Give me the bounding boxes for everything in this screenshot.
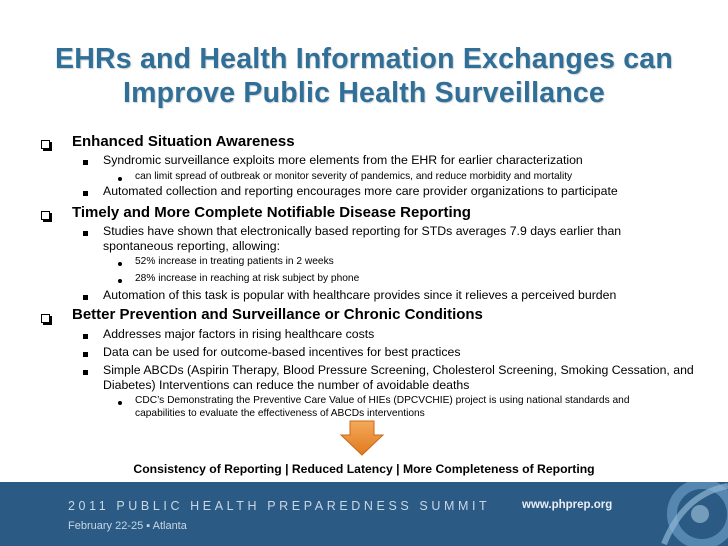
summit-date-location: February 22-25 ▪ Atlanta bbox=[68, 520, 187, 532]
bullet-healthcare-costs: Addresses major factors in rising healthcare costs bbox=[103, 327, 375, 341]
bullet-automation-popular: Automation of this task is popular with healthcare provides since it relieves a perceived burden bbox=[103, 288, 617, 302]
summit-logo-icon bbox=[644, 482, 728, 546]
box-bullet-icon bbox=[41, 211, 50, 220]
square-bullet-icon bbox=[83, 334, 88, 339]
square-bullet-icon bbox=[83, 370, 88, 375]
website-link[interactable]: www.phprep.org bbox=[522, 499, 613, 511]
bullet-simple-abcds-continued: Diabetes) Interventions can reduce the number of avoidable deaths bbox=[103, 378, 470, 392]
section-heading-disease-reporting: Timely and More Complete Notifiable Disease Reporting bbox=[72, 204, 471, 221]
slide-title-line-2: Improve Public Health Surveillance bbox=[123, 77, 605, 109]
slide-title bbox=[0, 42, 728, 110]
summit-name: 2011 PUBLIC HEALTH PREPAREDNESS SUMMIT bbox=[68, 499, 491, 513]
square-bullet-icon bbox=[83, 352, 88, 357]
square-bullet-icon bbox=[83, 295, 88, 300]
sub-bullet-52-percent: 52% increase in treating patients in 2 weeks bbox=[135, 256, 334, 267]
bullet-simple-abcds: Simple ABCDs (Aspirin Therapy, Blood Pressure Screening, Cholesterol Screening, Smoking Cessation, and bbox=[103, 363, 694, 377]
dot-bullet-icon bbox=[118, 177, 122, 181]
down-arrow-icon bbox=[340, 420, 384, 456]
section-heading-chronic-conditions: Better Prevention and Surveillance or Chronic Conditions bbox=[72, 306, 483, 323]
square-bullet-icon bbox=[83, 231, 88, 236]
slide-title-line-1: EHRs and Health Information Exchanges can bbox=[55, 43, 673, 75]
footer-banner bbox=[0, 482, 728, 546]
bullet-outcome-incentives: Data can be used for outcome-based incentives for best practices bbox=[103, 345, 461, 359]
dot-bullet-icon bbox=[118, 279, 122, 283]
dot-bullet-icon bbox=[118, 401, 122, 405]
dot-bullet-icon bbox=[118, 262, 122, 266]
square-bullet-icon bbox=[83, 191, 88, 196]
section-heading-situation-awareness: Enhanced Situation Awareness bbox=[72, 133, 295, 150]
sub-bullet-cdc-dpcvchie: CDC’s Demonstrating the Preventive Care Value of HIEs (DPCVCHIE) project is using national standards and bbox=[135, 395, 630, 406]
box-bullet-icon bbox=[41, 314, 50, 323]
bullet-studies-std: Studies have shown that electronically based reporting for STDs averages 7.9 days earlier than bbox=[103, 224, 622, 238]
sub-bullet-cdc-dpcvchie-continued: capabilities to evaluate the effectiveness of ABCDs interventions bbox=[135, 408, 425, 419]
box-bullet-icon bbox=[41, 140, 50, 149]
bullet-automated-collection: Automated collection and reporting encourages more care provider organizations to participate bbox=[103, 184, 618, 198]
square-bullet-icon bbox=[83, 160, 88, 165]
bullet-studies-std-continued: spontaneous reporting, allowing: bbox=[103, 239, 281, 253]
bullet-syndromic-surveillance: Syndromic surveillance exploits more elements from the EHR for earlier characterization bbox=[103, 153, 583, 167]
consistency-summary: Consistency of Reporting | Reduced Latency | More Completeness of Reporting bbox=[133, 462, 595, 476]
sub-bullet-limit-spread: can limit spread of outbreak or monitor severity of pandemics, and reduce morbidity and mortality bbox=[135, 171, 573, 182]
sub-bullet-28-percent: 28% increase in reaching at risk subject by phone bbox=[135, 273, 360, 284]
